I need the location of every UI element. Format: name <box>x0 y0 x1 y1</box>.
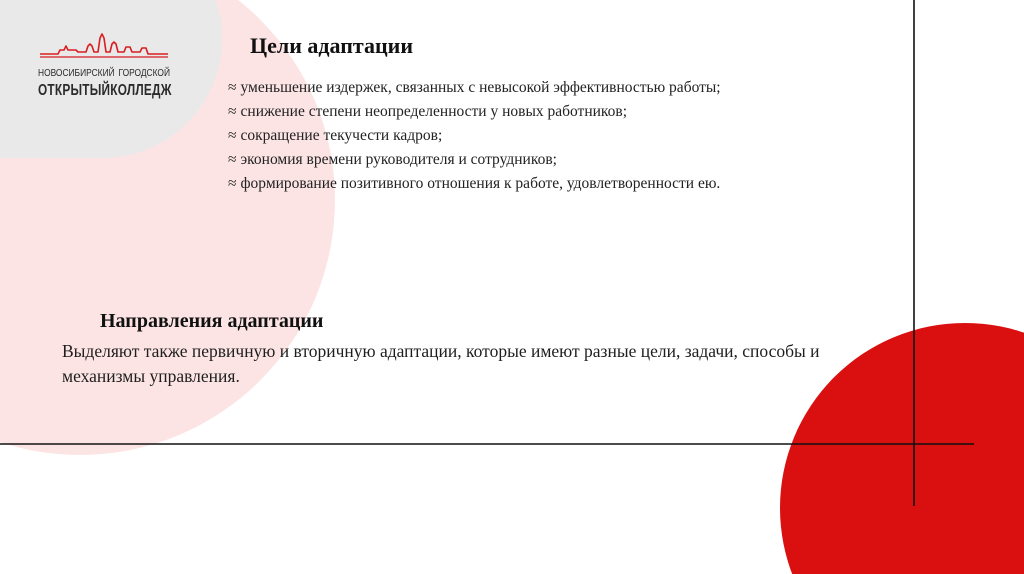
logo-text-line1 <box>38 67 170 79</box>
goals-list <box>228 76 721 196</box>
skyline-icon <box>38 32 170 62</box>
logo-word-kolledzh: КОЛЛЕДЖ <box>110 82 172 99</box>
approx-bullet-icon: ≈ <box>228 103 237 120</box>
directions-paragraph: Выделяют также первичную и вторичную адаптации, которые имеют разные цели, задачи, способы и механизмы управления. <box>62 341 820 386</box>
goal-item <box>228 76 721 100</box>
goal-item <box>228 100 721 124</box>
directions-title: Направления адаптации <box>100 310 324 332</box>
goal-text: снижение степени неопределенности у новых работников; <box>240 103 628 120</box>
approx-bullet-icon: ≈ <box>228 151 237 168</box>
goal-text: экономия времени руководителя и сотрудников; <box>240 151 557 168</box>
approx-bullet-icon: ≈ <box>228 79 237 96</box>
goal-item <box>228 124 721 148</box>
goal-item <box>228 148 721 172</box>
goal-text: формирование позитивного отношения к работе, удовлетворенности ею. <box>240 175 721 192</box>
approx-bullet-icon: ≈ <box>228 175 237 192</box>
college-logo <box>38 28 170 114</box>
logo-word-otkrytyy: ОТКРЫТЫЙ <box>38 82 111 99</box>
approx-bullet-icon: ≈ <box>228 127 237 144</box>
goals-title: Цели адаптации <box>250 33 414 58</box>
goal-item <box>228 172 721 196</box>
goal-text: сокращение текучести кадров; <box>240 127 443 144</box>
goal-text: уменьшение издержек, связанных с невысокой эффективностью работы; <box>240 79 721 96</box>
logo-word-novosibirsky: НОВОСИБИРСКИЙ <box>38 67 115 79</box>
logo-text-line2 <box>38 82 170 100</box>
logo-word-gorodskoy: ГОРОДСКОЙ <box>118 67 170 79</box>
